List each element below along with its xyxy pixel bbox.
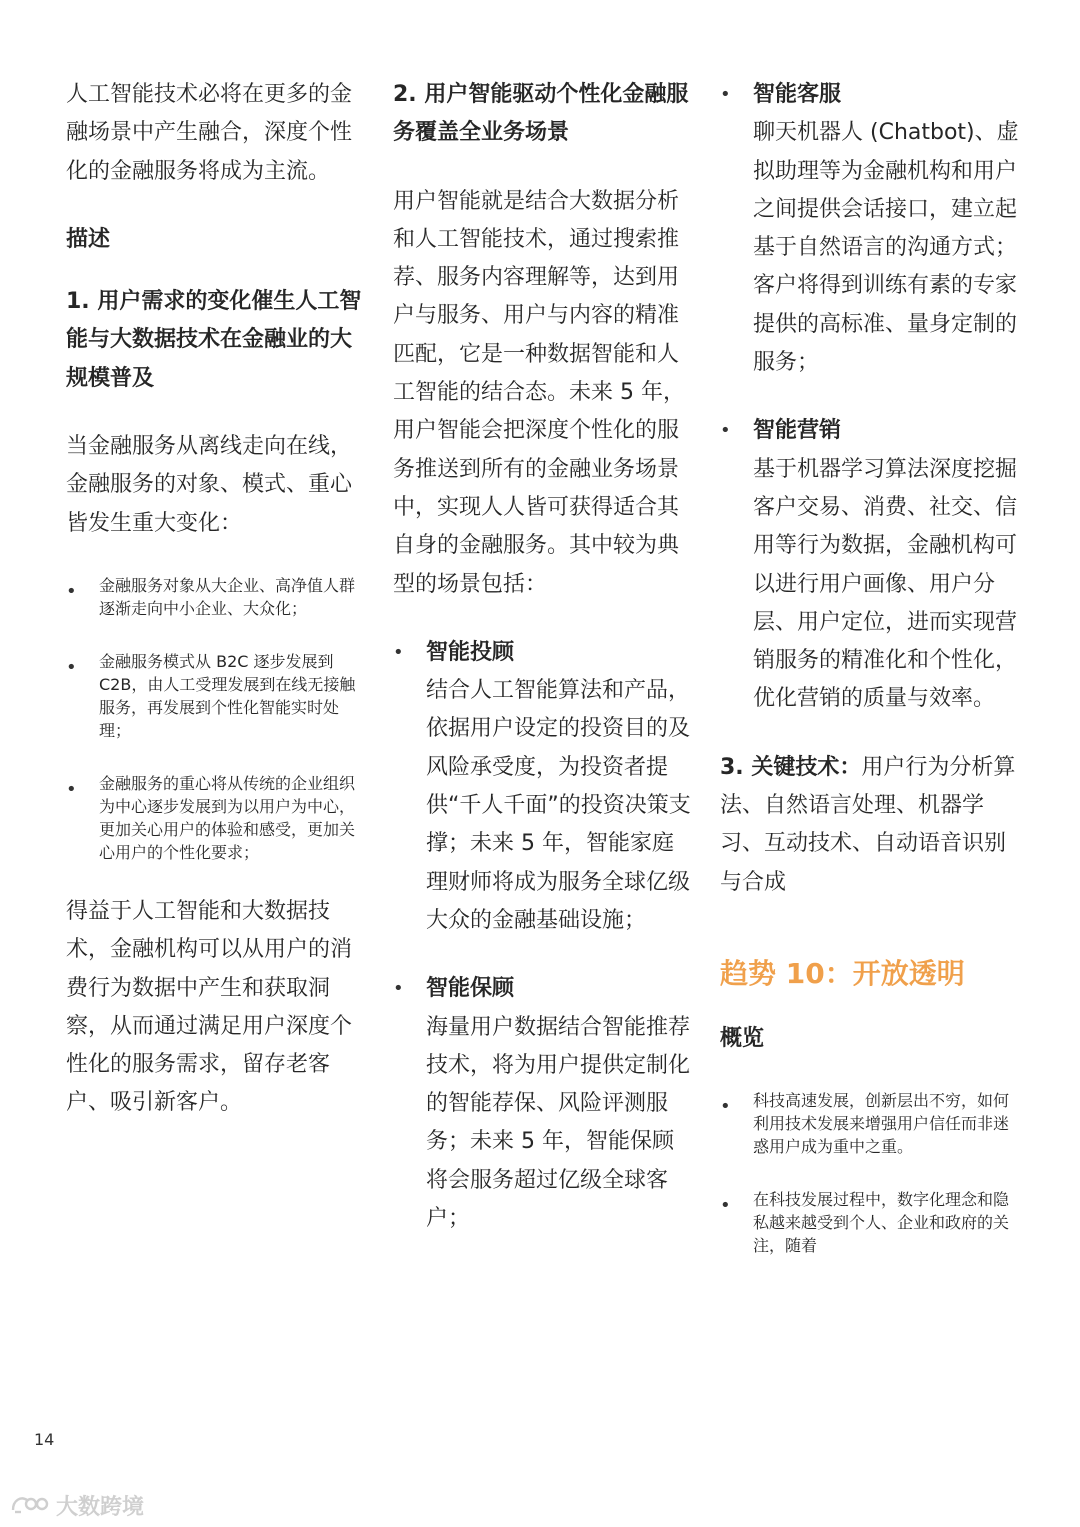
trend-title: 趋势 10：开放透明 (720, 956, 965, 990)
scenario-item-customer-service (720, 76, 1020, 382)
key-tech-text: 用户行为分析算法、自然语言处理、机器学习、互动技术、自动语音识别与合成 (720, 754, 1016, 895)
describe-heading: 描述 (66, 226, 111, 252)
intro-paragraph: 人工智能技术必将在更多的金融场景中产生融合，深度个性化的金融服务将成为主流。 (66, 82, 353, 184)
section2-body: 用户智能就是结合大数据分析和人工智能技术，通过搜索推荐、服务内容理解等，达到用户与服务、用户与内容的精准匹配，它是一种数据智能和人工智能的结合态。未来 5 年，用户智能会把深度个性化的服务推送到所有的金融业务场景中，实现人人皆可获得适合其自身的金融服务。其中较为典型的场景包括： (393, 188, 685, 597)
watermark (10, 1490, 144, 1521)
scenario-body: 聊天机器人 (Chatbot)、虚拟助理等为金融机构和用户之间提供会话接口，建立起基于自然语言的沟通方式；客户将得到训练有素的专家提供的高标准、量身定制的服务； (753, 120, 1019, 376)
list-item: • 金融服务的重心将从传统的企业组织为中心逐步发展到为以用户为中心，更加关心用户的体验和感受，更加关心用户的个性化要求； (66, 771, 366, 863)
closing-paragraph: 得益于人工智能和大数据技术，金融机构可以从用户的消费行为数据中产生和获取洞察，从而通过满足用户深度个性化的服务需求，留存老客户、吸引新客户。 (66, 898, 353, 1116)
overview-heading: 概览 (720, 1025, 765, 1051)
column-left (66, 76, 366, 1123)
list-item: • 金融服务对象从大企业、高净值人群逐渐走向中小企业、大众化； (66, 573, 366, 619)
column-middle (393, 76, 693, 1238)
scenario-body: 海量用户数据结合智能推荐技术，将为用户提供定制化的智能荐保、风险评测服务；未来 5 年，智能保顾将会服务超过亿级全球客户； (426, 1014, 691, 1232)
list-item: • 金融服务模式从 B2C 逐步发展到 C2B，由人工受理发展到在线无接触服务，再发展到个性化智能实时处理； (66, 649, 366, 741)
key-tech-label: 3. 关键技术： (720, 754, 862, 780)
scenario-item-marketing (720, 412, 1020, 718)
overview-bullet-list (720, 1088, 1020, 1256)
list-item: • 科技高速发展，创新层出不穷，如何利用技术发展来增强用户信任而非迷惑用户成为重中之重。 (720, 1088, 1020, 1157)
column-right (720, 76, 1020, 1256)
section1-heading: 1. 用户需求的变化催生人工智能与大数据技术在金融业的大规模普及 (66, 289, 362, 391)
section2-heading: 2. 用户智能驱动个性化金融服务覆盖全业务场景 (393, 82, 689, 146)
scenario-body: 基于机器学习算法深度挖掘客户交易、消费、社交、信用等行为数据，金融机构可以进行用户画像、用户分层、用户定位，进而实现营销服务的精准化和个性化，优化营销的质量与效率。 (753, 456, 1018, 712)
watermark-text: 大数跨境 (56, 1495, 145, 1520)
section1-intro: 当金融服务从离线走向在线，金融服务的对象、模式、重心皆发生重大变化： (66, 434, 353, 536)
scenario-body: 结合人工智能算法和产品，依据用户设定的投资目的及风险承受度，为投资者提供“千人千面”的投资决策支撑；未来 5 年，智能家庭理财师将成为服务全球亿级大众的金融基础设施； (426, 678, 691, 933)
scenario-title: • 智能客服 (753, 82, 842, 107)
scenario-title: • 智能投顾 (426, 639, 515, 665)
key-tech-paragraph (720, 749, 1020, 902)
scenario-list (393, 634, 693, 1238)
scenario-list-continued (720, 76, 1020, 719)
scenario-title: • 智能保顾 (426, 976, 515, 1002)
scenario-item-robo-advisor (393, 634, 693, 940)
page-number: 14 (34, 1430, 55, 1449)
brand-logo-icon (10, 1492, 50, 1520)
section1-bullet-list (66, 573, 366, 863)
scenario-item-insurance-advisor (393, 970, 693, 1238)
list-item: • 在科技发展过程中，数字化理念和隐私越来越受到个人、企业和政府的关注，随着 (720, 1187, 1020, 1256)
scenario-title: • 智能营销 (753, 418, 842, 444)
